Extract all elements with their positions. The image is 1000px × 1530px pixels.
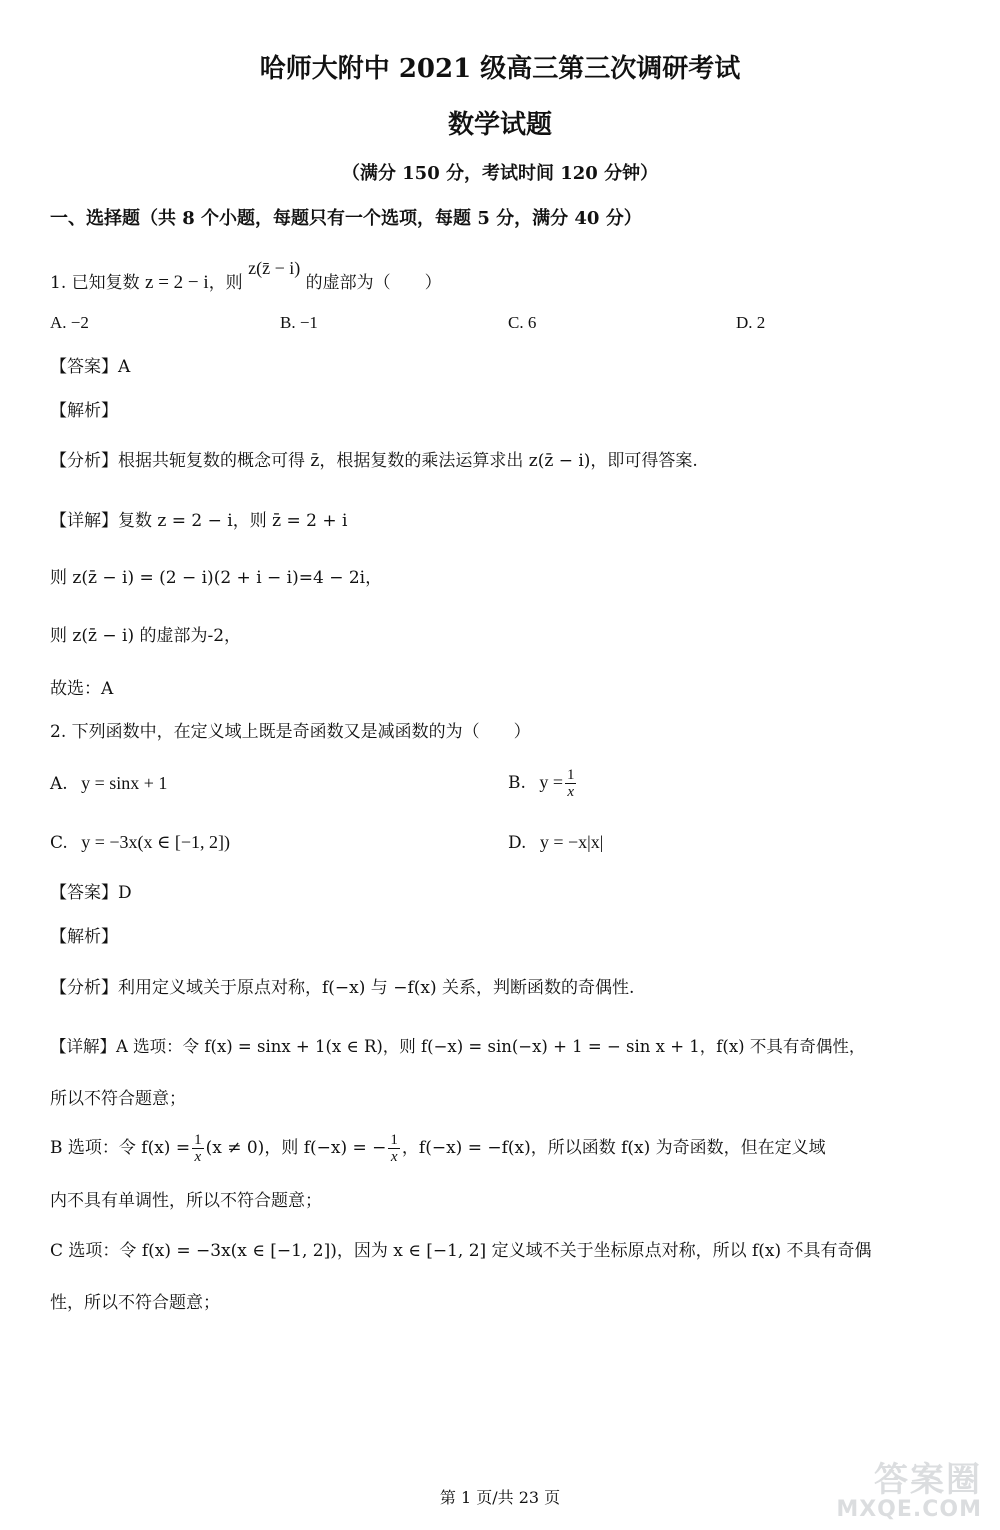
q2-option-a-label: A. bbox=[50, 774, 68, 794]
watermark-logo-text: 答案圈 bbox=[874, 1460, 982, 1500]
q1-option-a: A. −2 bbox=[50, 313, 89, 332]
fraction-denominator: x bbox=[567, 784, 575, 800]
site-watermark bbox=[836, 1452, 992, 1522]
q1-fenxi: 【分析】根据共轭复数的概念可得 z̄，根据复数的乘法运算求出 z(z̄ − i)，即可得答案. bbox=[50, 451, 698, 471]
q1-detail-line-2: 则 z(z̄ − i) = (2 − i)(2 + i − i)=4 − 2i， bbox=[50, 568, 383, 588]
q2-option-c-label: C. bbox=[50, 833, 68, 853]
q2-option-b-formula: y = bbox=[539, 772, 563, 792]
watermark-url: MXQE.COM bbox=[836, 1497, 982, 1522]
q1-option-c: C. 6 bbox=[508, 313, 537, 332]
q2-detail-c-line-2: 性，所以不符合题意； bbox=[50, 1293, 220, 1313]
q1-stem-part: 1. 已知复数 bbox=[50, 273, 146, 293]
q1-formula: z = 2 − i bbox=[145, 272, 209, 293]
q2-answer: 【答案】D bbox=[50, 883, 132, 903]
q1-stem-part: ，则 bbox=[208, 273, 249, 293]
q2-detail-b-part: B 选项：令 f(x) = bbox=[50, 1138, 191, 1158]
q1-expression: z(z̄ − i) bbox=[248, 258, 301, 278]
q2-option-c bbox=[50, 831, 230, 854]
q1-option-b: B. −1 bbox=[280, 313, 318, 332]
exam-title: 哈师大附中 2021 级高三第三次调研考试 bbox=[259, 54, 741, 84]
q1-stem bbox=[50, 258, 442, 294]
q2-stem: 2. 下列函数中，在定义域上既是奇函数又是减函数的为（ ） bbox=[50, 722, 531, 742]
q2-detail-b-fraction-2 bbox=[388, 1132, 400, 1165]
q2-option-b-fraction bbox=[565, 767, 577, 800]
q2-option-d-formula: y = −x|x| bbox=[539, 832, 604, 852]
q2-detail-a-line-1: 【详解】A 选项：令 f(x) = sinx + 1(x ∈ R)，则 f(−x) = sin(−x) + 1 = − sin x + 1，f(x) 不具有奇偶性， bbox=[50, 1037, 866, 1056]
q2-option-b bbox=[508, 764, 578, 801]
q1-option-d: D. 2 bbox=[736, 313, 766, 332]
q1-choice: 故选：A bbox=[50, 679, 114, 699]
q2-option-b-label: B. bbox=[508, 773, 526, 793]
exam-info: （满分 150 分，考试时间 120 分钟） bbox=[341, 163, 659, 184]
q2-detail-b-fraction bbox=[192, 1132, 204, 1165]
fraction-numerator: 1 bbox=[194, 1132, 202, 1148]
q2-detail-b-line-1 bbox=[50, 1130, 826, 1166]
section-heading: 一、选择题（共 8 个小题，每题只有一个选项，每题 5 分，满分 40 分） bbox=[50, 208, 642, 229]
q1-analysis-label: 【解析】 bbox=[50, 401, 118, 421]
fraction-denominator: x bbox=[390, 1149, 398, 1165]
q2-fenxi: 【分析】利用定义域关于原点对称，f(−x) 与 −f(x) 关系，判断函数的奇偶性. bbox=[50, 978, 635, 998]
fraction-numerator: 1 bbox=[566, 767, 575, 783]
q2-option-a bbox=[50, 772, 167, 795]
subject-title: 数学试题 bbox=[447, 110, 552, 140]
q1-detail-line-1: 【详解】复数 z = 2 − i，则 z̄ = 2 + i bbox=[50, 511, 348, 531]
q2-detail-c-line-1: C 选项：令 f(x) = −3x(x ∈ [−1, 2])，因为 x ∈ [−1, 2] 定义域不关于坐标原点对称，所以 f(x) 不具有奇偶 bbox=[50, 1241, 872, 1261]
q2-option-c-formula: y = −3x(x ∈ [−1, 2]) bbox=[81, 832, 230, 852]
fraction-denominator: x bbox=[194, 1149, 202, 1165]
q2-detail-a-line-2: 所以不符合题意； bbox=[50, 1089, 186, 1109]
fraction-numerator: 1 bbox=[390, 1132, 398, 1148]
q2-option-d-label: D. bbox=[508, 833, 527, 853]
q2-detail-b-part: (x ≠ 0)，则 f(−x) = − bbox=[205, 1138, 387, 1158]
q1-stem-part: 的虚部为（ ） bbox=[300, 273, 442, 293]
q2-detail-b-line-2: 内不具有单调性，所以不符合题意； bbox=[50, 1191, 322, 1211]
q2-option-d bbox=[508, 831, 603, 854]
q1-detail-line-3: 则 z(z̄ − i) 的虚部为-2， bbox=[50, 626, 242, 646]
q2-detail-b-part: ，f(−x) = −f(x)，所以函数 f(x) 为奇函数，但在定义域 bbox=[401, 1138, 826, 1158]
q2-option-a-formula: y = sinx + 1 bbox=[81, 773, 168, 793]
q2-analysis-label: 【解析】 bbox=[50, 927, 118, 947]
page-footer: 第 1 页/共 23 页 bbox=[439, 1488, 561, 1507]
q1-answer: 【答案】A bbox=[50, 357, 131, 377]
